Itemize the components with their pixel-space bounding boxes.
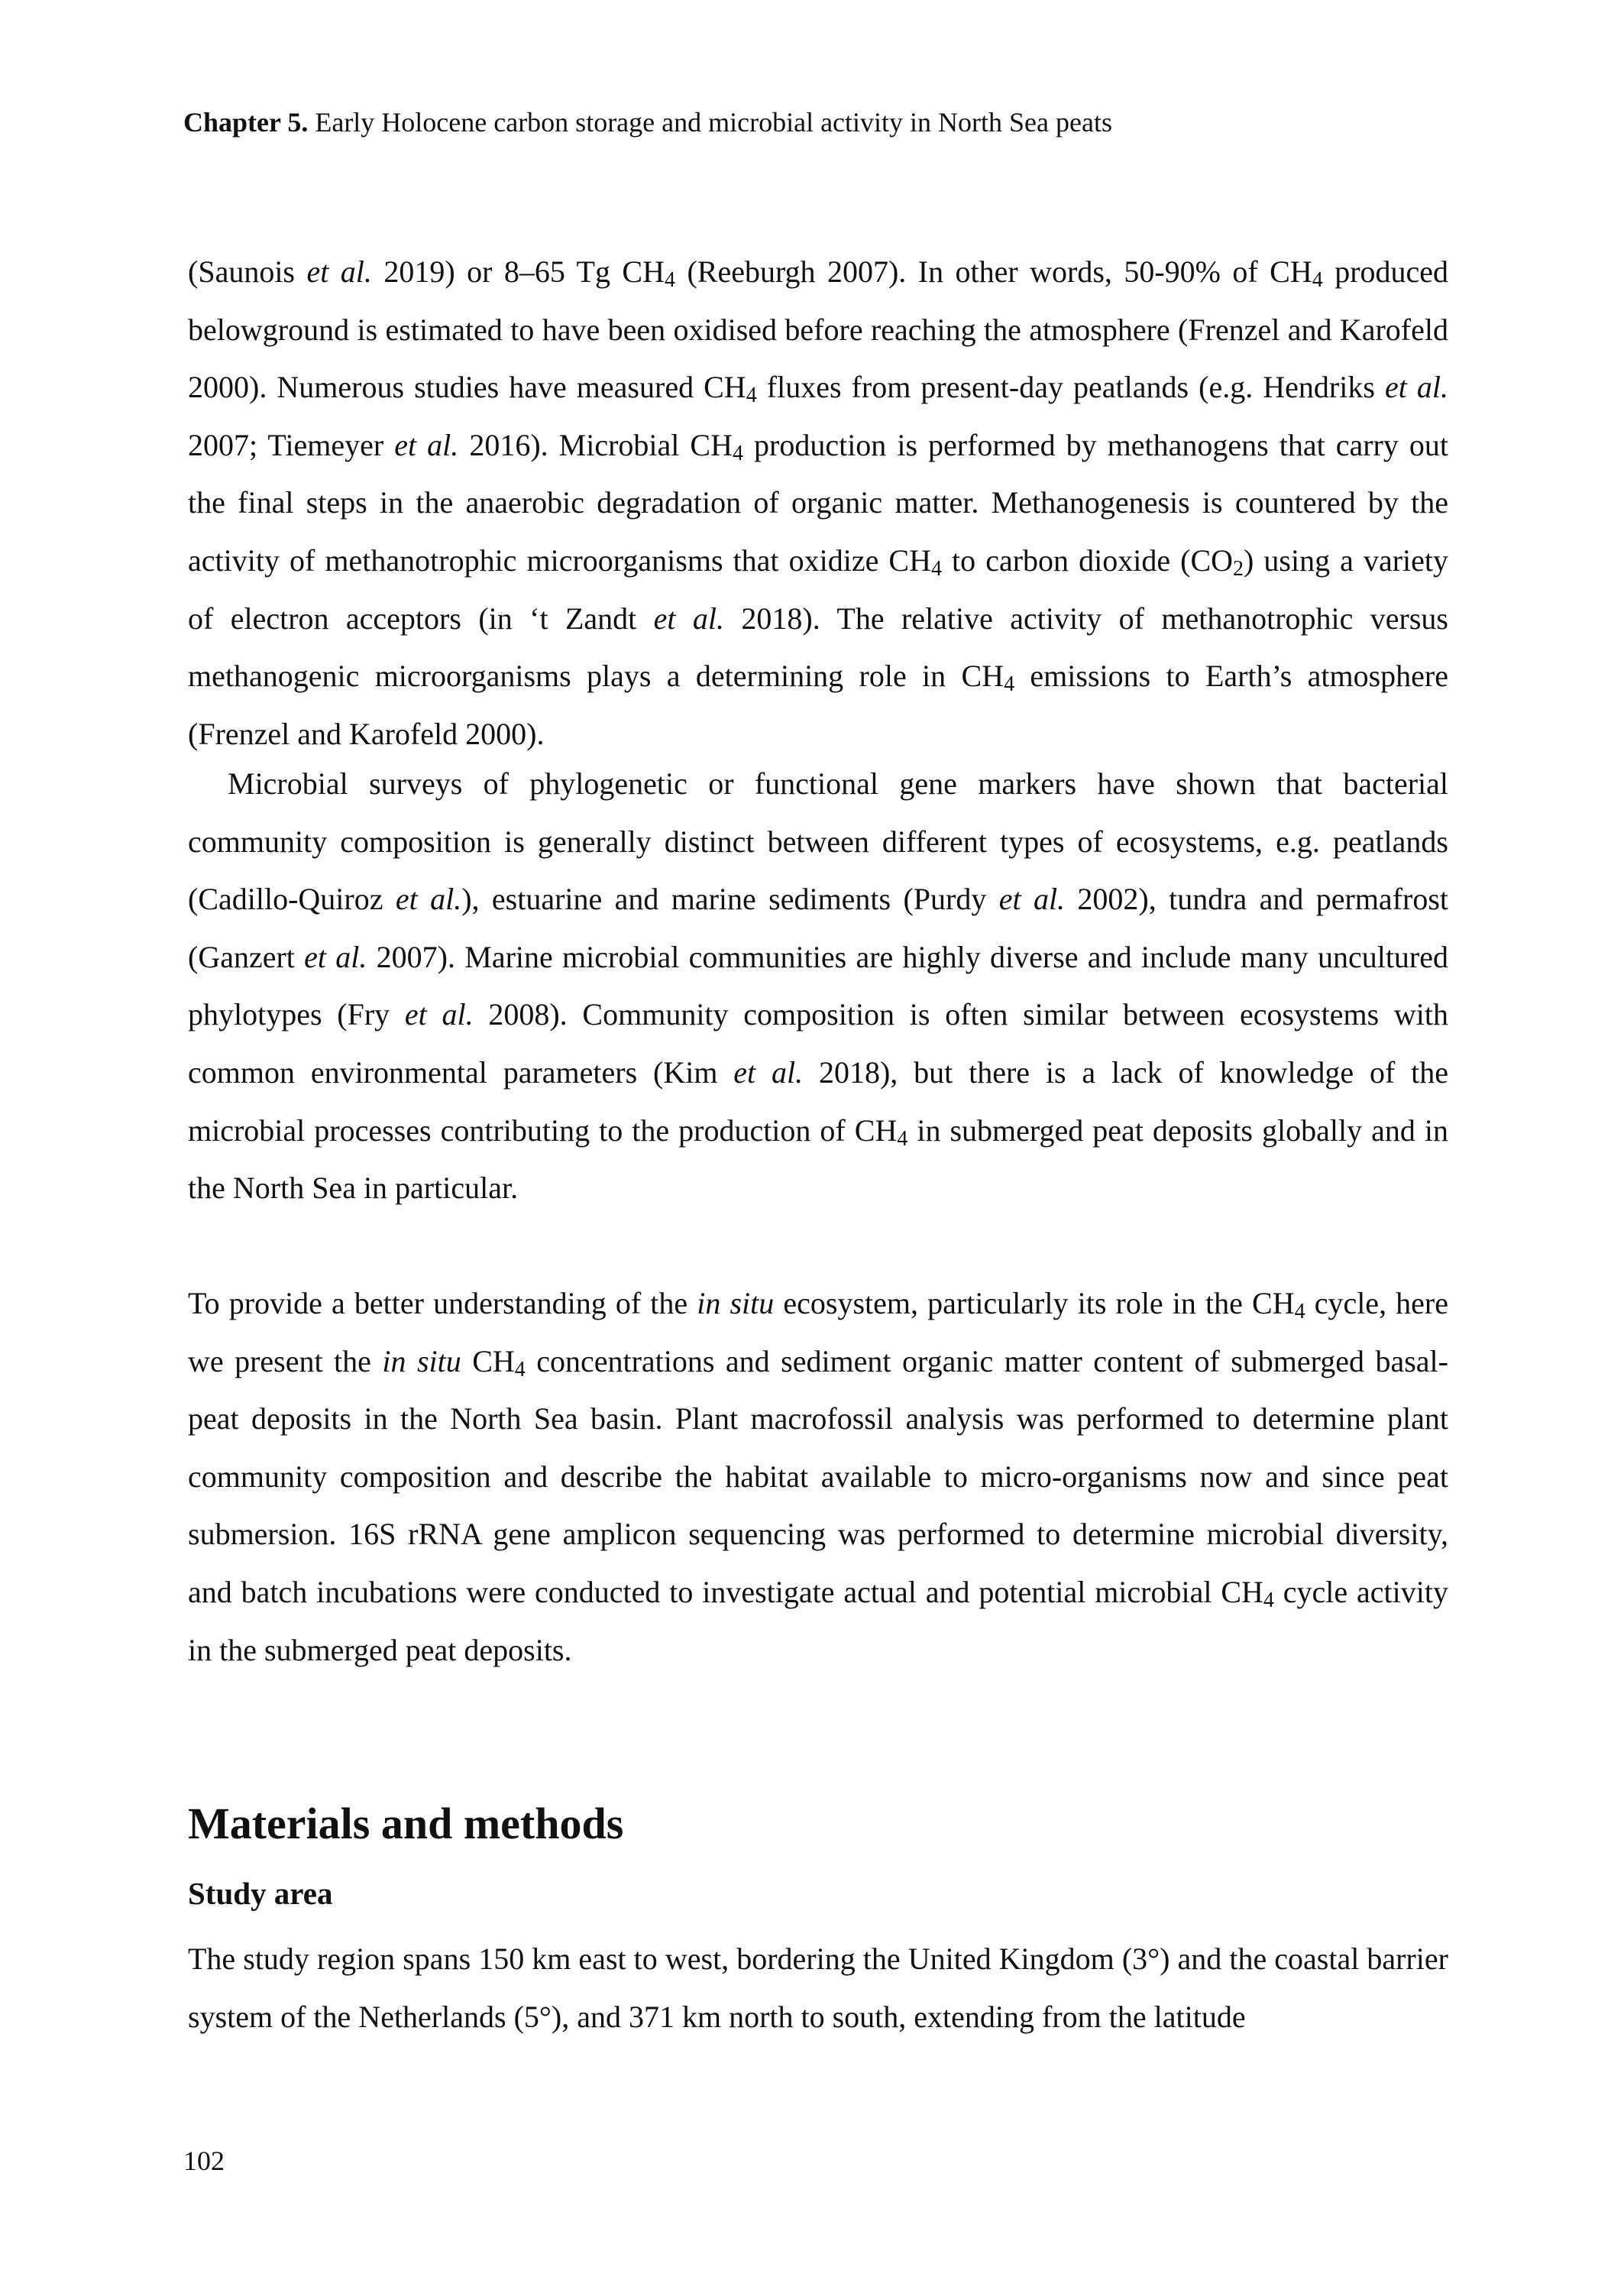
text-run: 2007; Tiemeyer [188,427,395,462]
page-number: 102 [183,2146,225,2176]
chapter-title: Early Holocene carbon storage and microbial activity in North Sea peats [315,107,1112,138]
text-run: ), estuarine and marine sediments (Purdy [461,882,999,917]
citation-etal: et al. [653,601,725,636]
text-run: production is performed by methanogens that carry out the final steps in the anaerobic degradation of organic matter. Methanogenesis is countered by the activity of methanotrophic microorganisms that oxidize CH [188,427,1449,578]
citation-etal: et al. [304,939,367,974]
citation-etal: et al. [998,882,1066,917]
text-run: 2018). The relative activity of methanotrophic versus methanogenic microorganisms plays a determining role in CH [188,601,1448,694]
text-run: (Reeburgh 2007). In other words, 50-90% of CH [675,254,1312,289]
citation-etal: et al. [306,254,372,289]
text-run: CH [461,1343,515,1378]
subscript: 4 [1263,1589,1274,1613]
text-run: 2016). Microbial CH [458,427,733,462]
text-run: emissions to Earth’s atmosphere (Frenzel and Karofeld 2000). [188,659,1448,751]
citation-etal: et al. [394,427,459,462]
text-run: (Saunois [188,254,307,289]
subscript: 4 [665,268,675,293]
paragraph-study-area [188,1930,1448,2045]
italic-term: in situ [382,1343,461,1378]
subscript: 4 [930,557,942,581]
paragraph-methane-fluxes [188,243,1448,763]
subscript: 4 [746,384,757,408]
text-run: cycle, here we present the [188,1286,1449,1378]
subscript: 4 [732,441,743,465]
text-run: 2019) or 8–65 Tg CH [371,254,665,289]
subscript: 4 [1312,268,1323,293]
subscript: 2 [1233,557,1244,581]
paragraph-study-aims [188,1274,1448,1679]
section-heading: Materials and methods [188,1799,624,1848]
subscript: 4 [897,1126,908,1151]
subscript: 4 [514,1357,526,1381]
text-run: ecosystem, particularly its role in the CH [774,1286,1295,1320]
citation-etal: et al. [395,882,462,917]
text-run: ) using a variety of electron acceptors (in ‘t Zandt [188,542,1449,636]
text-run: concentrations and sediment organic matter content of submerged basal-peat deposits in the North Sea basin. Plant macrofossil analysis was performed to determine plant community composition and describe the habitat available to micro-organisms now and since peat submersion. 16S rRNA gene amplicon sequencing was performed to determine microbial diversity, and batch incubations were conducted to investigate actual and potential microbial CH [188,1343,1448,1609]
citation-etal: et al. [1384,370,1449,405]
text-run: Microbial surveys of phylogenetic or functional gene markers have shown that bacterial community composition is generally distinct between different types of ecosystems, e.g. peatlands (Cadillo-Quiroz [188,766,1448,917]
text-run: to carbon dioxide (CO [941,542,1234,578]
text-run: 2002), tundra and permafrost (Ganzert [188,882,1449,974]
running-header [183,105,1112,139]
citation-etal: et al. [733,1054,804,1090]
chapter-label: Chapter 5. [183,107,309,138]
subsection-heading: Study area [188,1876,333,1911]
text-run: 2007). Marine microbial communities are highly diverse and include many uncultured phylotypes (Fry [188,939,1449,1032]
citation-etal: et al. [404,997,474,1032]
subscript: 4 [1004,672,1015,697]
text-run: 2008). Community composition is often similar between ecosystems with common environmental parameters (Kim [188,997,1448,1090]
text-run: fluxes from present-day peatlands (e.g. Hendriks [756,370,1385,405]
text-run: produced belowground is estimated to have been oxidised before reaching the atmosphere (Frenzel and Karofeld 2000). Numerous studies have measured CH [188,254,1449,405]
text-run: To provide a better understanding of the [188,1286,697,1320]
text-run: 2018), but there is a lack of knowledge of the microbial processes contributing to the production of CH [188,1054,1448,1148]
text-run: The study region spans 150 km east to west, bordering the United Kingdom (3°) and the coastal barrier system of the Netherlands (5°), and 371 km north to south, extending from the latitude [188,1942,1448,2034]
text-run: cycle activity in the submerged peat deposits. [188,1574,1449,1667]
subscript: 4 [1294,1300,1305,1324]
text-run: in submerged peat deposits globally and in the North Sea in particular. [188,1112,1448,1206]
italic-term: in situ [697,1286,775,1320]
paragraph-microbial-surveys [188,755,1448,1217]
